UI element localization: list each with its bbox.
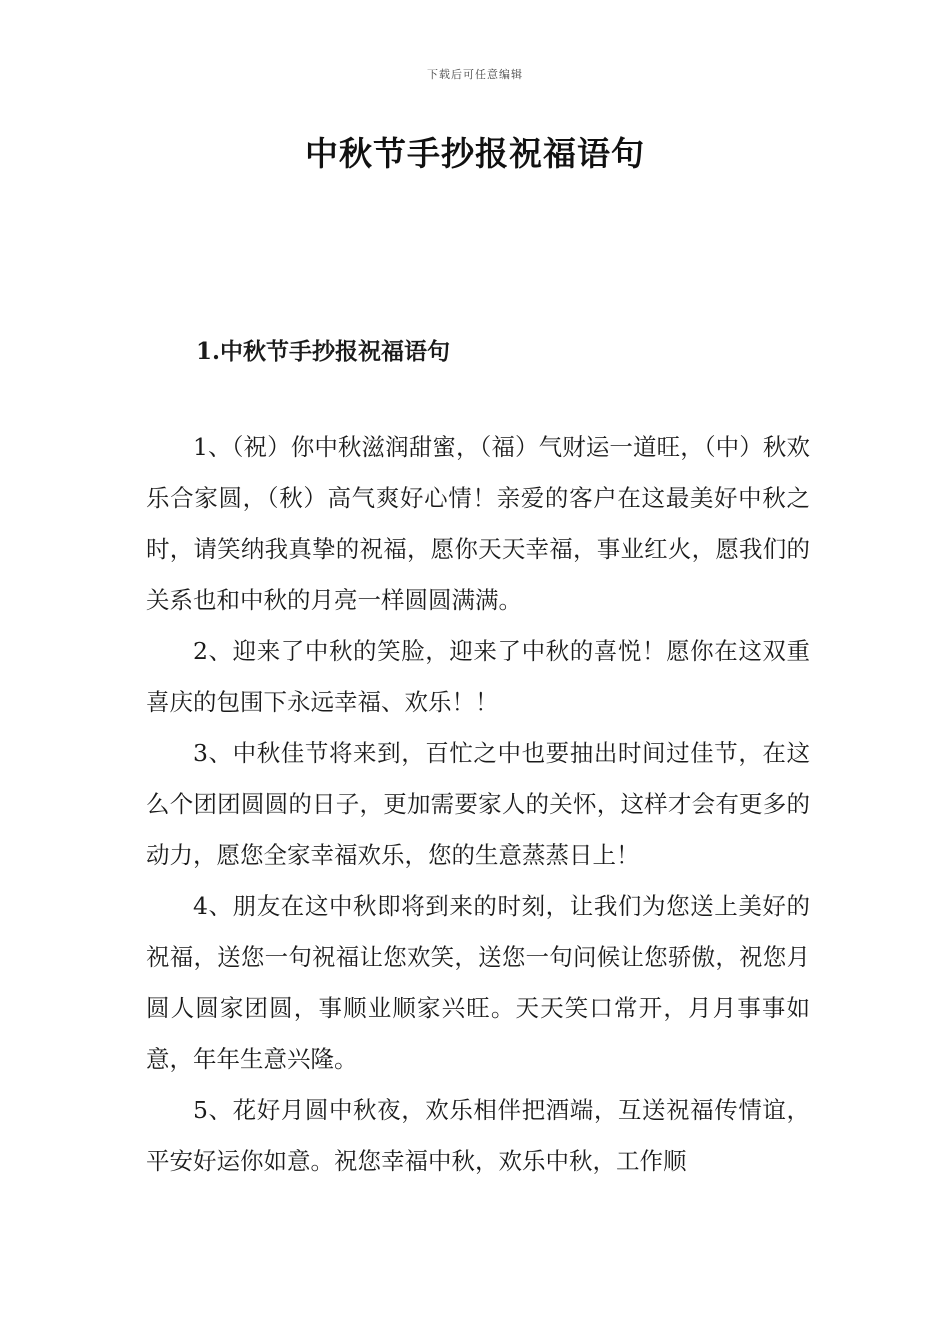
document-title: 中秋节手抄报祝福语句 xyxy=(305,134,645,173)
paragraph-1: 1、（祝）你中秋滋润甜蜜，（福）气财运一道旺，（中）秋欢乐合家圆，（秋）高气爽好心情！亲爱的客户在这最美好中秋之时，请笑纳我真挚的祝福，愿你天天幸福，事业红火，愿我们的关系也和中秋的月亮一样圆圆满满。 xyxy=(146,433,810,614)
header-note: 下载后可任意编辑 xyxy=(427,68,523,81)
section-heading: 1.中秋节手抄报祝福语句 xyxy=(196,338,451,365)
paragraph-2: 2、迎来了中秋的笑脸，迎来了中秋的喜悦！愿你在这双重喜庆的包围下永远幸福、欢乐！！ xyxy=(146,637,810,716)
paragraph-5: 5、花好月圆中秋夜，欢乐相伴把酒端，互送祝福传情谊，平安好运你如意。祝您幸福中秋，欢乐中秋，工作顺 xyxy=(146,1096,810,1175)
document-body xyxy=(146,422,810,1187)
paragraph-3: 3、中秋佳节将来到，百忙之中也要抽出时间过佳节，在这么个团团圆圆的日子，更加需要家人的关怀，这样才会有更多的动力，愿您全家幸福欢乐，您的生意蒸蒸日上！ xyxy=(146,739,810,869)
paragraph-4: 4、朋友在这中秋即将到来的时刻，让我们为您送上美好的祝福，送您一句祝福让您欢笑，送您一句问候让您骄傲，祝您月圆人圆家团圆，事顺业顺家兴旺。天天笑口常开，月月事事如意，年年生意兴隆。 xyxy=(146,892,810,1073)
